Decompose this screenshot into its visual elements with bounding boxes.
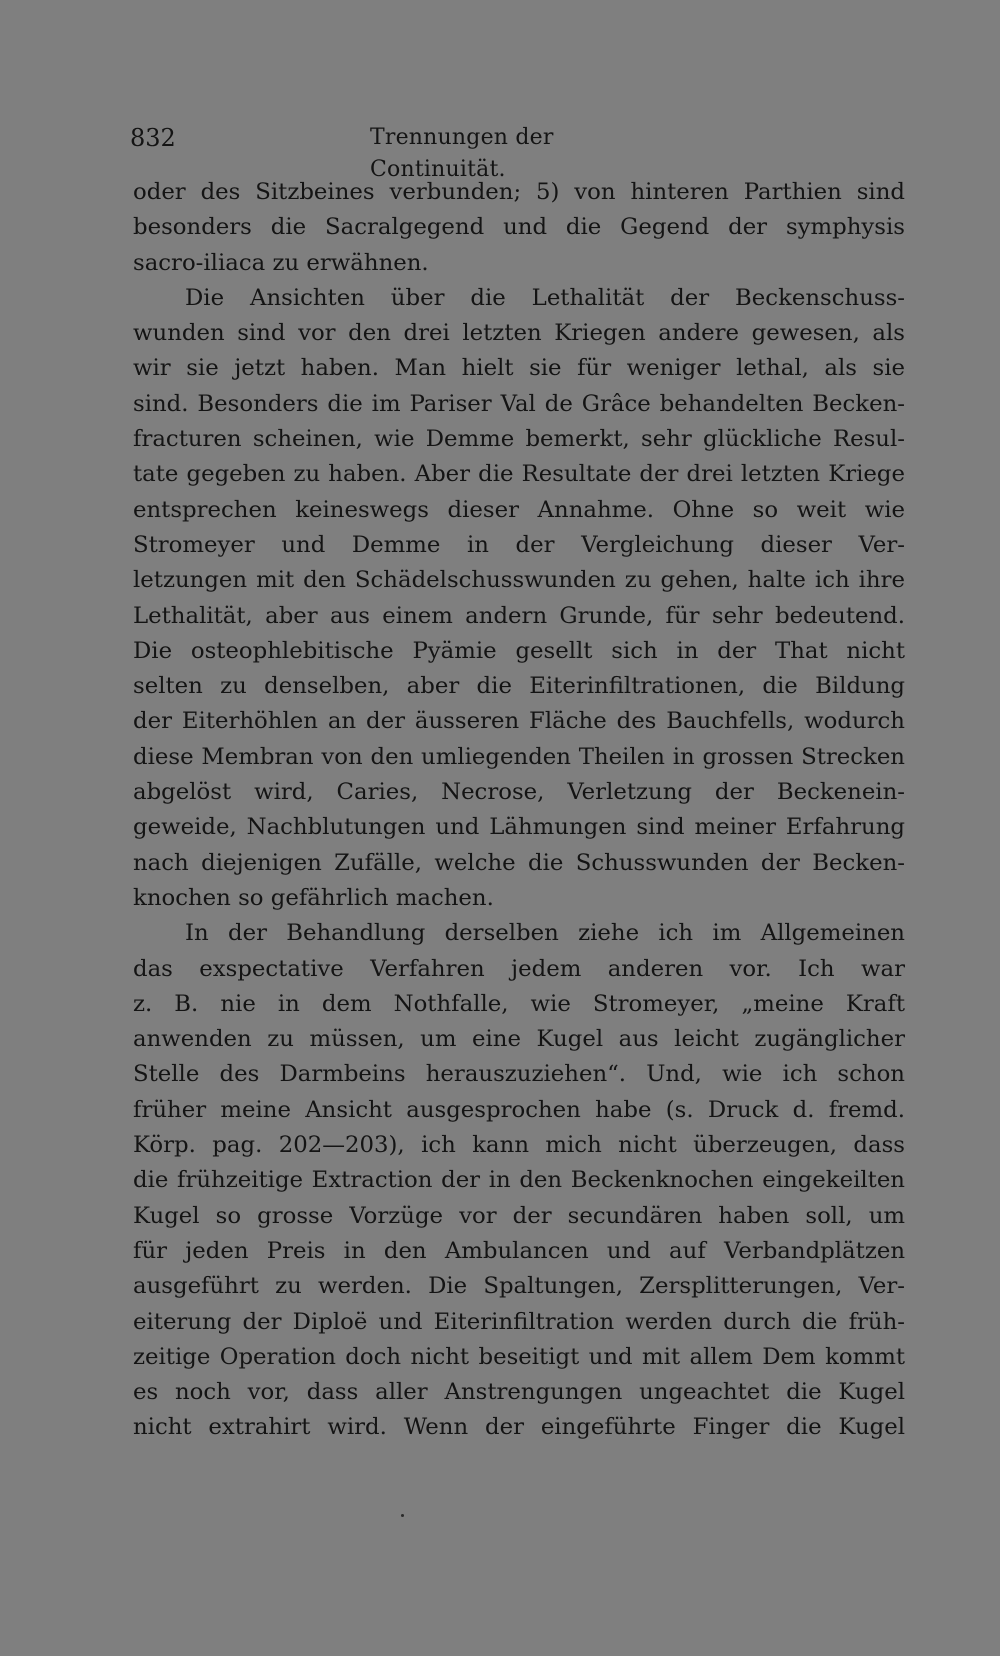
text-line: Die Ansichten über die Lethalität der Beckenschuss- — [185, 284, 905, 311]
text-line: Die osteophlebitische Pyämie gesellt sich in der That nicht — [133, 637, 905, 664]
text-line: Lethalität, aber aus einem andern Grunde, für sehr bedeutend. — [133, 602, 905, 629]
text-line: Stromeyer und Demme in der Vergleichung dieser Ver- — [133, 531, 905, 558]
page-header — [130, 122, 670, 182]
text-line: es noch vor, dass aller Anstrengungen ungeachtet die Kugel — [133, 1379, 905, 1406]
text-line: sacro-iliaca zu erwähnen. — [133, 249, 429, 276]
text-line: abgelöst wird, Caries, Necrose, Verletzung der Beckenein- — [133, 779, 905, 806]
body-text — [133, 175, 905, 1446]
text-line: die frühzeitige Extraction der in den Beckenknochen eingekeilten — [133, 1167, 905, 1194]
text-line: früher meine Ansicht ausgesprochen habe (s. Druck d. fremd. — [133, 1096, 905, 1123]
text-line: entsprechen keineswegs dieser Annahme. Ohne so weit wie — [133, 496, 905, 523]
text-line: das exspectative Verfahren jedem anderen vor. Ich war — [133, 955, 905, 982]
text-line: besonders die Sacralgegend und die Gegend der symphysis — [133, 214, 905, 241]
text-line: sind. Besonders die im Pariser Val de Grâce behandelten Becken- — [133, 390, 905, 417]
running-title: Trennungen der Continuität. — [370, 125, 554, 182]
text-line: wunden sind vor den drei letzten Kriegen andere gewesen, als — [133, 320, 905, 347]
text-line: ausgeführt zu werden. Die Spaltungen, Zersplitterungen, Ver- — [133, 1273, 905, 1300]
text-line: für jeden Preis in den Ambulancen und auf Verbandplätzen — [133, 1237, 905, 1264]
text-line: der Eiterhöhlen an der äusseren Fläche des Bauchfells, wodurch — [133, 708, 905, 735]
text-line: zeitige Operation doch nicht beseitigt und mit allem Dem kommt — [133, 1343, 905, 1370]
text-line: diese Membran von den umliegenden Theilen in grossen Strecken — [133, 743, 905, 770]
text-line: tate gegeben zu haben. Aber die Resultate der drei letzten Kriege — [133, 461, 905, 488]
text-line: geweide, Nachblutungen und Lähmungen sind meiner Erfahrung — [133, 814, 905, 841]
text-line: fracturen scheinen, wie Demme bemerkt, sehr glückliche Resul- — [133, 426, 905, 453]
text-line: knochen so gefährlich machen. — [133, 884, 494, 911]
text-line: z. B. nie in dem Nothfalle, wie Stromeyer, „meine Kraft — [133, 990, 905, 1017]
text-line: wir sie jetzt haben. Man hielt sie für weniger lethal, als sie — [133, 355, 905, 382]
text-line: eiterung der Diploë und Eiterinfiltration werden durch die früh- — [133, 1308, 905, 1335]
text-line: Körp. pag. 202—203), ich kann mich nicht überzeugen, dass — [133, 1132, 905, 1159]
print-speck — [401, 1514, 404, 1517]
text-line: nicht extrahirt wird. Wenn der eingeführte Finger die Kugel — [133, 1414, 905, 1441]
text-line: In der Behandlung derselben ziehe ich im Allgemeinen — [185, 920, 905, 947]
text-line: anwenden zu müssen, um eine Kugel aus leicht zugänglicher — [133, 1026, 905, 1053]
page-number: 832 — [130, 124, 176, 152]
text-line: Stelle des Darmbeins herauszuziehen“. Und, wie ich schon — [133, 1061, 905, 1088]
text-line: nach diejenigen Zufälle, welche die Schusswunden der Becken- — [133, 849, 905, 876]
text-line: letzungen mit den Schädelschusswunden zu gehen, halte ich ihre — [133, 567, 905, 594]
text-line: Kugel so grosse Vorzüge vor der secundären haben soll, um — [133, 1202, 905, 1229]
text-line: oder des Sitzbeines verbunden; 5) von hinteren Parthien sind — [133, 179, 905, 205]
text-line: selten zu denselben, aber die Eiterinfiltrationen, die Bildung — [133, 673, 905, 700]
